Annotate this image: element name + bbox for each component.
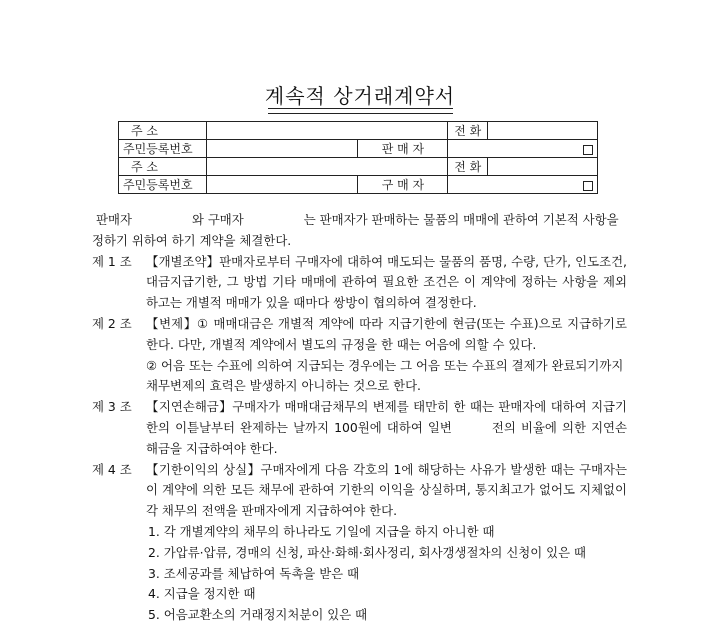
seller-id-field[interactable] <box>206 140 358 158</box>
article-number: 제 4 조 <box>92 461 132 477</box>
list-item: 1. 각 개별계약의 채무의 하나라도 기일에 지급을 하지 아니한 때 <box>148 523 495 539</box>
seal-box-icon <box>583 181 593 191</box>
article-text: 【기한이익의 상실】구매자에게 다음 각호의 1에 해당하는 사유가 발생한 때는 구매자는 이 계약에 의한 모든 채무에 관하여 기한의 이익을 상실하며, 통지최고가 없어도 지체없이 각 채무의 전액을 판매자에게 지급하여야 한다. <box>146 461 627 519</box>
buyer-name-field[interactable] <box>448 176 598 194</box>
buyer-address-field[interactable] <box>206 158 447 176</box>
party-info-table <box>118 121 598 194</box>
buyer-id-field[interactable] <box>206 176 358 194</box>
article-2 <box>92 314 627 356</box>
list-item: 3. 조세공과를 체납하여 독촉을 받은 때 <box>148 565 360 581</box>
seller-label: 판 매 자 <box>358 140 448 158</box>
buyer-id-row <box>119 176 598 194</box>
list-item: 4. 지급을 정지한 때 <box>148 586 256 602</box>
seller-id-row <box>119 140 598 158</box>
seller-name-field[interactable] <box>448 140 598 158</box>
address-label-cell: 주 소 <box>119 158 207 176</box>
seller-phone-field[interactable] <box>488 122 598 140</box>
phone-label-cell: 전 화 <box>448 122 488 140</box>
address-label-cell: 주 소 <box>119 122 207 140</box>
list-item: 2. 가압류·압류, 경매의 신청, 파산·화해·회사정리, 회사갱생절차의 신청이 있은 때 <box>148 544 587 560</box>
document-title: 계속적 상거래계약서 <box>264 84 456 108</box>
seal-box-icon <box>583 145 593 155</box>
title-double-underline <box>268 108 453 114</box>
intro-paragraph: 판매자 와 구매자 는 판매자가 판매하는 물품의 매매에 관하여 기본적 사항을 정하기 위하여 하기 계약을 체결한다. <box>92 212 619 248</box>
seller-address-field[interactable] <box>206 122 447 140</box>
article-2-clause-2: ② 어음 또는 수표에 의하여 지급되는 경우에는 그 어음 또는 수표의 결제가 완료되기까지 채무변제의 효력은 발생하지 아니하는 것으로 한다. <box>146 357 624 394</box>
buyer-phone-field[interactable] <box>488 158 598 176</box>
article-3 <box>92 397 627 459</box>
article-number: 제 2 조 <box>92 315 132 331</box>
article-text: 【개별조약】판매자로부터 구매자에 대하여 매도되는 물품의 품명, 수량, 단가, 인도조건, 대금지급기한, 그 방법 기타 매매에 관하여 필요한 조건은 이 계약에 정하는 사항을 제외하고는 개별적 매매가 있을 때마다 쌍방이 협의하여 결정한다. <box>146 253 627 311</box>
contract-body <box>92 210 627 626</box>
buyer-address-row <box>119 158 598 176</box>
buyer-label: 구 매 자 <box>358 176 448 194</box>
article-number: 제 1 조 <box>92 253 132 269</box>
article-text: 【변제】① 매매대금은 개별적 계약에 따라 지급기한에 현금(또는 수표)으로 지급하기로 한다. 다만, 개별적 계약에서 별도의 규정을 한 때는 어음에 의할 수 있다. <box>146 315 627 352</box>
id-number-label: 주민등록번호 <box>119 140 207 158</box>
seller-address-row <box>119 122 598 140</box>
phone-label-cell: 전 화 <box>448 158 488 176</box>
list-item: 5. 어음교환소의 거래정지처분이 있은 때 <box>148 607 368 623</box>
article-4 <box>92 460 627 522</box>
article-text: 【지연손해금】구매자가 매매대금채무의 변제를 태만히 한 때는 판매자에 대하여 지급기한의 이튿날부터 완제하는 날까지 100원에 대하여 일변 전의 비율에 의한 지연손해금을 지급하여야 한다. <box>146 399 627 456</box>
acceleration-events-list <box>92 522 627 626</box>
article-number: 제 3 조 <box>92 399 132 415</box>
id-number-label: 주민등록번호 <box>119 176 207 194</box>
article-1 <box>92 252 627 314</box>
